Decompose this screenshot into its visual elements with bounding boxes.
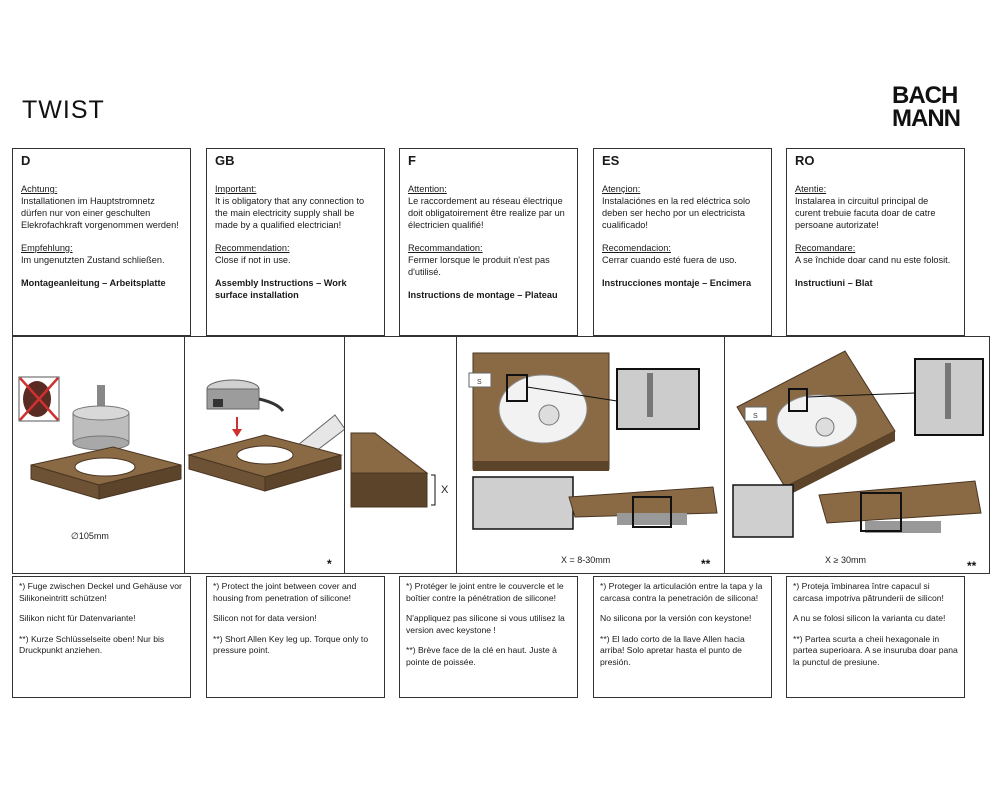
- note-data-version: N'appliquez pas silicone si vous utilisez la version avec keystone !: [406, 613, 565, 635]
- recommendation-label: Recommendation:: [215, 243, 290, 253]
- recommendation-text: Close if not in use.: [215, 255, 291, 265]
- recommendation-text: Fermer lorsque le produit n'est pas d'utilisé.: [408, 255, 550, 277]
- worktop-hole: [75, 458, 135, 476]
- notes-column-fr: [399, 576, 578, 698]
- instructions-title: Assembly Instructions – Work surface installation: [215, 278, 347, 300]
- recommendation-label: Empfehlung:: [21, 243, 73, 253]
- worktop-front: [473, 461, 609, 471]
- range-small-label: X = 8-30mm: [561, 555, 611, 565]
- product-title: TWIST: [22, 96, 105, 124]
- note-allen-key: **) Short Allen Key leg up. Torque only to pressure point.: [213, 633, 369, 655]
- attention-label: Atençion:: [602, 184, 641, 194]
- notes-column-es: [593, 576, 772, 698]
- brand-logo: [892, 84, 970, 130]
- attention-label: Important:: [215, 184, 257, 194]
- attention-text: Instalarea in circuitul principal de curent trebuie facuta doar de catre persoane autorizate!: [795, 196, 936, 230]
- recommendation-label: Recommandation:: [408, 243, 483, 253]
- hole-saw-bottom: [73, 436, 129, 450]
- socket-outlet: [816, 418, 834, 436]
- logo-line-2: MANN: [892, 105, 960, 132]
- detail-zoom-view: [617, 369, 699, 429]
- recommendation-label: Recomandare:: [795, 243, 856, 253]
- attention-label: Atentie:: [795, 184, 827, 194]
- note-allen-key: **) Partea scurta a cheii hexagonale in partea superioara. A se insuruba doar pana la punctul de presiune.: [793, 633, 958, 667]
- lang-column-fr: [399, 148, 578, 336]
- socket-port: [213, 399, 223, 407]
- hole-diameter-label: ∅105mm: [71, 531, 109, 541]
- attention-text: Installationen im Hauptstromnetz dürfen nur von einer geschulten Elekrofachkraft vorgenommen werden!: [21, 196, 179, 230]
- step-4-drawing: [457, 337, 725, 573]
- worktop-hole: [237, 446, 293, 464]
- lang-column-de: [12, 148, 191, 336]
- lang-code: F: [408, 153, 416, 168]
- instructions-title: Instrucciones montaje – Encimera: [602, 278, 752, 288]
- step-3-drawing: [345, 337, 457, 573]
- illustration-strip: [12, 336, 990, 574]
- note-allen-key: **) El lado corto de la llave Allen hacia arriba! Solo apretar hasta el punto de presión.: [600, 633, 745, 667]
- footnote-double-star: **: [701, 557, 711, 571]
- range-large-label: X ≥ 30mm: [825, 555, 866, 565]
- lang-column-ro: [786, 148, 965, 336]
- logo-line-1: BACH: [892, 82, 958, 109]
- lang-code: D: [21, 153, 31, 168]
- note-data-version: A nu se folosi silicon la varianta cu date!: [793, 613, 946, 623]
- note-data-version: Silikon nicht für Datenvariante!: [19, 613, 136, 623]
- notes-column-ro: [786, 576, 965, 698]
- underside-zoom: [733, 485, 793, 537]
- note-silicone: *) Fuge zwischen Deckel und Gehäuse vor Silikoneintritt schützen!: [19, 581, 182, 603]
- footnote-double-star: **: [967, 559, 977, 573]
- allen-key-detail: [647, 373, 653, 417]
- attention-label: Achtung:: [21, 184, 58, 194]
- worktop-underside: [569, 487, 717, 517]
- thickness-bracket: [431, 475, 435, 505]
- note-silicone: *) Protéger le joint entre le couvercle et le boîtier contre la pénétration de silicone!: [406, 581, 564, 603]
- arrow-head-icon: [232, 429, 242, 437]
- step-1-cut-hole: [13, 337, 185, 573]
- attention-text: It is obligatory that any connection to the main electricity supply shall be made by a qualified electrician!: [215, 196, 365, 230]
- worktop-section-edge: [351, 473, 427, 507]
- underside-zoom: [473, 477, 573, 529]
- step-2-insert-silicone: [185, 337, 345, 573]
- note-allen-key: **) Brève face de la clé en haut. Juste à pointe de poissée.: [406, 645, 557, 667]
- lang-code: GB: [215, 153, 235, 168]
- footnote-star: *: [327, 557, 332, 571]
- lang-code: RO: [795, 153, 815, 168]
- lang-column-es: [593, 148, 772, 336]
- recommendation-text: A se închide doar cand nu este folosit.: [795, 255, 951, 265]
- thickness-label: X: [441, 484, 449, 496]
- worktop-section: [351, 433, 427, 473]
- notes-column-gb: [206, 576, 385, 698]
- instructions-title: Instructions de montage – Plateau: [408, 290, 558, 300]
- lang-code: ES: [602, 153, 620, 168]
- note-allen-key: **) Kurze Schlüsselseite oben! Nur bis Druckpunkt anziehen.: [19, 633, 165, 655]
- clamp-ring: [617, 513, 687, 525]
- attention-text: Le raccordement au réseau électrique doit obligatoirement être realize par un électricien qualifié!: [408, 196, 565, 230]
- note-silicone: *) Proteger la articulación entre la tapa y la carcasa contra la penetración de silicona!: [600, 581, 763, 603]
- recommendation-text: Cerrar cuando esté fuera de uso.: [602, 255, 737, 265]
- step-5-drawing: [725, 337, 989, 573]
- cable: [259, 399, 283, 411]
- socket-outlet: [539, 405, 559, 425]
- tag-label: S: [477, 379, 482, 386]
- step-3-thickness: [345, 337, 457, 573]
- note-data-version: No silicona por la versión con keystone!: [600, 613, 752, 623]
- lang-column-gb: [206, 148, 385, 336]
- tag-label: S: [753, 413, 758, 420]
- instructions-title: Instructiuni – Blat: [795, 278, 873, 288]
- attention-label: Attention:: [408, 184, 447, 194]
- step-4-mount-thin: [457, 337, 725, 573]
- attention-text: Instalaciónes en la red eléctrica solo deben ser hecho por un electricista cualificado!: [602, 196, 751, 230]
- recommendation-label: Recomendacion:: [602, 243, 671, 253]
- step-2-drawing: [185, 337, 345, 573]
- note-silicone: *) Protect the joint between cover and housing from penetration of silicone!: [213, 581, 357, 603]
- note-silicone: *) Proteja îmbinarea între capacul si carcasa impotriva pătrunderii de silicon!: [793, 581, 944, 603]
- hole-saw-top: [73, 406, 129, 420]
- note-data-version: Silicon not for data version!: [213, 613, 317, 623]
- allen-key-detail: [945, 363, 951, 419]
- notes-column-de: [12, 576, 191, 698]
- instructions-title: Montageanleitung – Arbeitsplatte: [21, 278, 166, 288]
- recommendation-text: Im ungenutzten Zustand schließen.: [21, 255, 165, 265]
- step-5-mount-thick: [725, 337, 989, 573]
